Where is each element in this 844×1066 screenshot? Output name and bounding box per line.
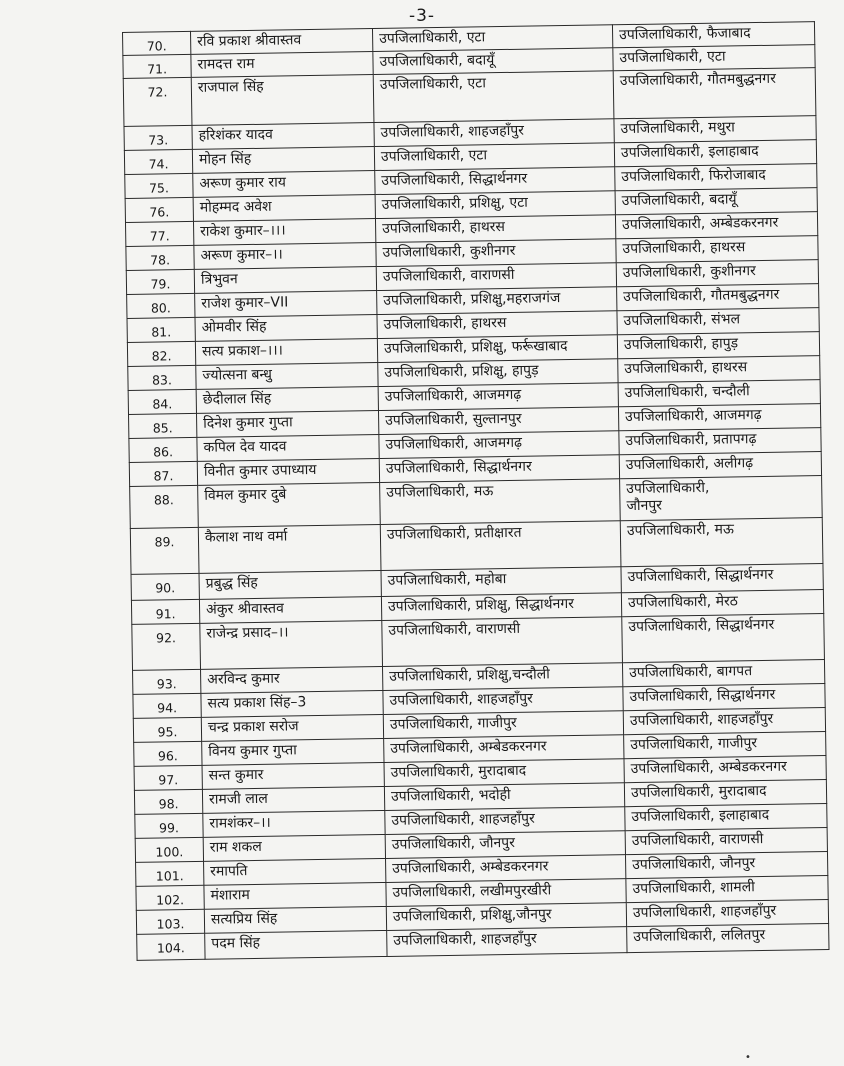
new-post: उपजिलाधिकारी, मेरठ [621,590,823,617]
current-post: उपजिलाधिकारी, प्रशिक्षु, हापुड़ [378,359,618,387]
officer-name: विनय कुमार गुप्ता [202,738,384,765]
serial-number: 102. [136,885,204,910]
current-post: उपजिलाधिकारी, मऊ [380,479,621,525]
serial-number: 92. [132,623,201,670]
serial-number: 90. [131,573,199,600]
serial-number: 76. [125,197,193,222]
serial-number: 72. [123,77,192,126]
serial-number: 86. [129,437,197,462]
officer-name: प्रबुद्ध सिंह [199,570,381,599]
current-post: उपजिलाधिकारी, शाहजहाँपुर [385,807,625,835]
new-post: उपजिलाधिकारी, एटा [613,45,815,71]
serial-number: 81. [127,317,195,342]
current-post: उपजिलाधिकारी, शाहजहाँपुर [374,119,614,147]
current-post: उपजिलाधिकारी, वाराणसी [382,617,623,667]
officer-name: अंकुर श्रीवास्तव [199,596,381,623]
serial-number: 87. [129,461,197,486]
officer-name: दिनेश कुमार गुप्ता [196,411,378,438]
new-post: उपजिलाधिकारी, चन्दौली [618,380,820,407]
current-post: उपजिलाधिकारी, सिद्धार्थनगर [375,167,615,195]
new-post: उपजिलाधिकारी, सिद्धार्थनगर [621,564,823,593]
officer-name: रमापति [204,858,386,885]
officer-name: राम शकल [203,834,385,861]
serial-number: 75. [125,173,193,198]
current-post: उपजिलाधिकारी, अम्बेडकरनगर [384,735,624,763]
new-post: उपजिलाधिकारी, इलाहाबाद [625,804,827,831]
serial-number: 74. [124,149,192,174]
officer-name: ओमवीर सिंह [195,315,377,342]
serial-number: 94. [133,693,201,718]
current-post: उपजिलाधिकारी, सिद्धार्थनगर [379,455,619,483]
serial-number: 83. [128,365,196,390]
serial-number: 100. [135,837,203,862]
new-post: उपजिलाधिकारी, हाथरस [616,236,818,263]
new-post: उपजिलाधिकारी, अम्बेडकरनगर [615,212,817,239]
officer-name: राजेन्द्र प्रसाद–।। [200,620,383,669]
current-post: उपजिलाधिकारी, सुल्तानपुर [378,407,618,435]
new-post: उपजिलाधिकारी, संभल [617,308,819,335]
current-post: उपजिलाधिकारी, प्रशिक्षु,जौनपुर [386,903,626,931]
officer-name: अरूण कुमार राय [193,171,375,198]
current-post: उपजिलाधिकारी, प्रशिक्षु, फर्रूखाबाद [377,335,617,363]
table-body [123,22,829,961]
serial-number: 103. [136,909,204,934]
serial-number: 70. [123,31,191,55]
serial-number: 93. [133,669,201,694]
officer-name: रामशंकर–।। [203,810,385,837]
officer-name: मोहम्मद अवेश [193,195,375,222]
current-post: उपजिलाधिकारी, हाथरस [375,215,615,243]
serial-number: 84. [128,389,196,414]
officer-name: सत्यप्रिय सिंह [204,906,386,933]
serial-number: 88. [130,485,199,528]
serial-number: 73. [124,125,192,150]
current-post: उपजिलाधिकारी, शाहजहाँपुर [387,927,627,957]
new-post: उपजिलाधिकारी, फिरोजाबाद [615,164,817,191]
new-post: उपजिलाधिकारी, गौतमबुद्धनगर [617,284,819,311]
new-post: उपजिलाधिकारी, वाराणसी [625,828,827,855]
current-post: उपजिलाधिकारी, बदायूँ [373,48,613,75]
officer-name: रामजी लाल [202,786,384,813]
officer-name: अरूण कुमार–।। [194,243,376,270]
current-post: उपजिलाधिकारी, वाराणसी [376,263,616,291]
serial-number: 77. [125,221,193,246]
new-post: उपजिलाधिकारी, इलाहाबाद [614,140,816,167]
officer-name: विनीत कुमार उपाध्याय [197,459,379,486]
current-post: उपजिलाधिकारी, आजमगढ़ [379,431,619,459]
new-post: उपजिलाधिकारी, सिद्धार्थनगर [622,614,825,663]
new-post: उपजिलाधिकारी, जौनपुर [625,852,827,879]
new-post: उपजिलाधिकारी, ललितपुर [627,924,829,953]
new-post: उपजिलाधिकारी, मुरादाबाद [624,780,826,807]
serial-number: 91. [131,599,199,624]
serial-number: 71. [123,54,191,78]
current-post: उपजिलाधिकारी, प्रशिक्षु, सिद्धार्थनगर [381,593,621,621]
officer-name: कैलाश नाथ वर्मा [198,525,381,574]
serial-number: 95. [133,717,201,742]
serial-number: 79. [126,269,194,294]
transfer-table [122,21,830,961]
new-post: उपजिलाधिकारी, बदायूँ [615,188,817,215]
transfer-list [122,21,829,961]
officer-name: मोहन सिंह [192,147,374,174]
new-post: उपजिलाधिकारी, बागपत [622,660,824,687]
current-post: उपजिलाधिकारी, गाजीपुर [383,711,623,739]
new-post: उपजिलाधिकारी, कुशीनगर [616,260,818,287]
officer-name: राजेश कुमार–VII [195,291,377,318]
current-post: उपजिलाधिकारी, महोबा [381,567,621,597]
officer-name: चन्द्र प्रकाश सरोज [201,714,383,741]
current-post: उपजिलाधिकारी, जौनपुर [385,831,625,859]
officer-name: सत्य प्रकाश सिंह–3 [201,690,383,717]
new-post: उपजिलाधिकारी, शाहजहाँपुर [626,900,828,927]
new-post: उपजिलाधिकारी, सिद्धार्थनगर [623,684,825,711]
new-post: उपजिलाधिकारी, आजमगढ़ [618,404,820,431]
officer-name: कपिल देव यादव [197,435,379,462]
serial-number: 89. [130,527,199,574]
current-post: उपजिलाधिकारी, एटा [372,25,612,52]
current-post: उपजिलाधिकारी, एटा [373,71,614,123]
new-post: उपजिलाधिकारी, हाथरस [618,356,820,383]
new-post: उपजिलाधिकारी, अम्बेडकरनगर [624,756,826,783]
serial-number: 99. [135,813,203,838]
serial-number: 80. [127,293,195,318]
serial-number: 96. [134,741,202,766]
serial-number: 104. [137,933,205,960]
serial-number: 97. [134,765,202,790]
officer-name: राकेश कुमार–।।। [193,219,375,246]
new-post: उपजिलाधिकारी, शाहजहाँपुर [623,708,825,735]
officer-name: राजपाल सिंह [191,75,374,126]
current-post: उपजिलाधिकारी, प्रशिक्षु, एटा [375,191,615,219]
new-post: उपजिलाधिकारी, गाजीपुर [624,732,826,759]
margin-mark: • [745,1052,751,1063]
officer-name: पदम सिंह [205,930,387,959]
serial-number: 78. [126,245,194,270]
new-post: उपजिलाधिकारी, शामली [626,876,828,903]
serial-number: 85. [129,413,197,438]
page-number: -3- [408,6,436,26]
new-post: उपजिलाधिकारी, फैजाबाद [612,22,814,48]
officer-name: त्रिभुवन [194,267,376,294]
current-post: उपजिलाधिकारी, आजमगढ़ [378,383,618,411]
officer-name: सत्य प्रकाश–।।। [195,339,377,366]
new-post: उपजिलाधिकारी, मथुरा [614,116,816,143]
officer-name: सन्त कुमार [202,762,384,789]
new-post: उपजिलाधिकारी, हापुड़ [617,332,819,359]
current-post: उपजिलाधिकारी, हाथरस [377,311,617,339]
officer-name: ज्योत्सना बन्धु [196,363,378,390]
officer-name: मंशाराम [204,882,386,909]
current-post: उपजिलाधिकारी, एटा [374,143,614,171]
current-post: उपजिलाधिकारी, प्रशिक्षु,महराजगंज [377,287,617,315]
serial-number: 82. [127,341,195,366]
officer-name: विमल कुमार दुबे [198,483,381,528]
officer-name: हरिशंकर यादव [192,123,374,150]
new-post: उपजिलाधिकारी, अलीगढ़ [619,452,821,479]
current-post: उपजिलाधिकारी, भदोही [384,783,624,811]
new-post: उपजिलाधिकारी, जौनपुर [620,476,823,521]
current-post: उपजिलाधिकारी, प्रतीक्षारत [380,521,621,571]
current-post: उपजिलाधिकारी, मुरादाबाद [384,759,624,787]
serial-number: 101. [136,861,204,886]
current-post: उपजिलाधिकारी, कुशीनगर [376,239,616,267]
current-post: उपजिलाधिकारी, शाहजहाँपुर [383,687,623,715]
new-post: उपजिलाधिकारी, प्रतापगढ़ [619,428,821,455]
officer-name: रामदत्त राम [191,52,373,78]
officer-name: छेदीलाल सिंह [196,387,378,414]
new-post: उपजिलाधिकारी, गौतमबुद्धनगर [613,68,816,119]
current-post: उपजिलाधिकारी, प्रशिक्षु,चन्दौली [382,663,622,691]
officer-name: अरविन्द कुमार [201,666,383,693]
current-post: उपजिलाधिकारी, लखीमपुरखीरी [386,879,626,907]
officer-name: रवि प्रकाश श्रीवास्तव [190,29,372,55]
new-post: उपजिलाधिकारी, मऊ [620,518,823,567]
current-post: उपजिलाधिकारी, अम्बेडकरनगर [386,855,626,883]
serial-number: 98. [134,789,202,814]
